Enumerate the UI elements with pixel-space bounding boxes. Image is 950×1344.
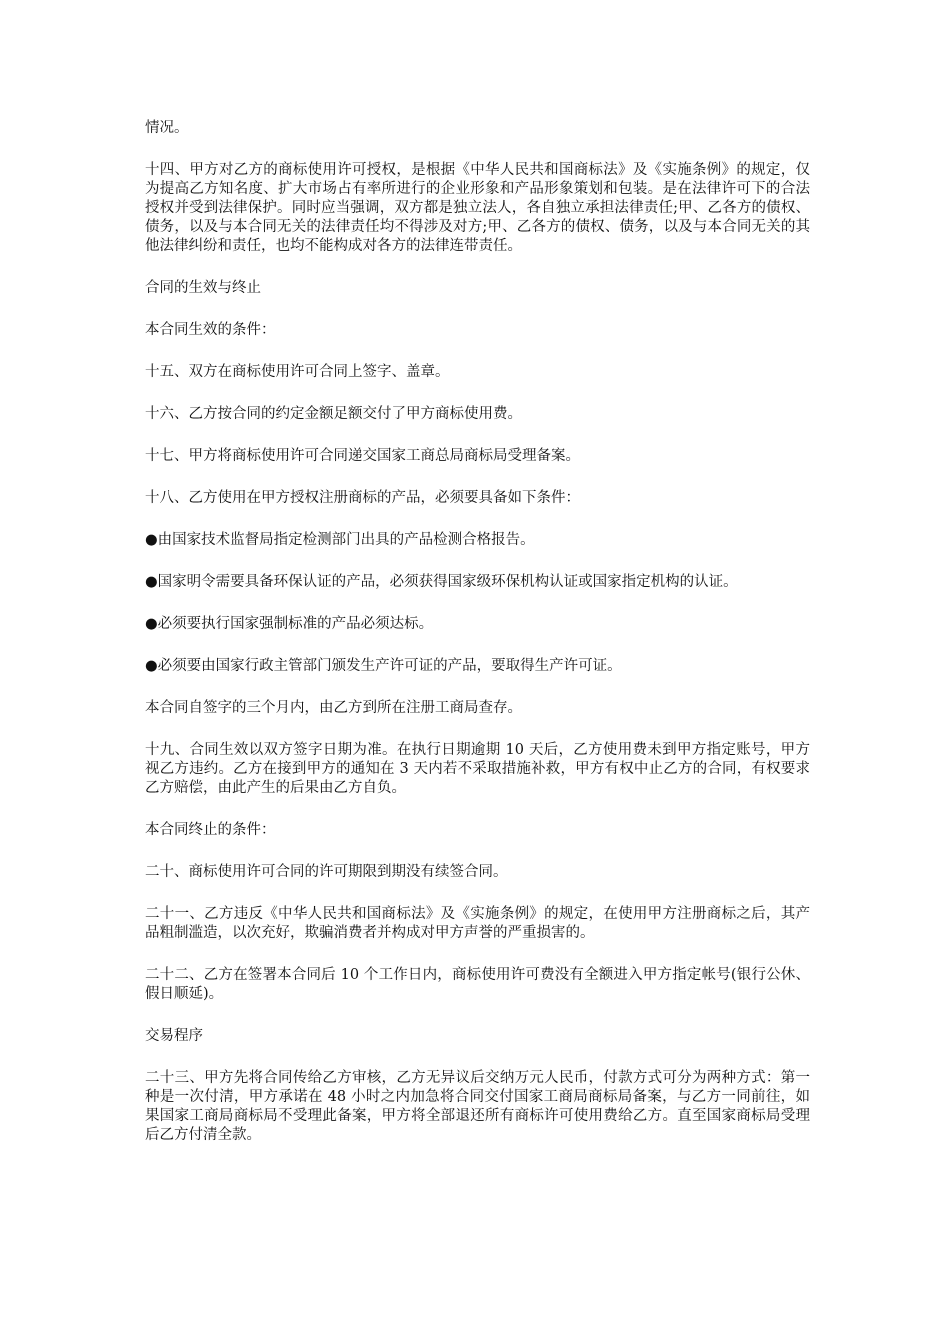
- paragraph-15: 本合同终止的条件：: [145, 822, 276, 838]
- paragraph-17: 二十一、乙方违反《中华人民共和国商标法》及《实施条例》的规定，在使用甲方注册商标之后，其产品粗制滥造，以次充好，欺骗消费者并构成对甲方声誉的严重损害的。: [145, 906, 810, 941]
- paragraph-13: 本合同自签字的三个月内，由乙方到所在注册工商局查存。: [145, 700, 522, 716]
- bullet-item-1: ●由国家技术监督局指定检测部门出具的产品检测合格报告。: [145, 532, 535, 548]
- paragraph-1: 情况。: [145, 120, 189, 136]
- bullet-item-2: ●国家明令需要具备环保认证的产品，必须获得国家级环保机构认证或国家指定机构的认证。: [145, 574, 738, 590]
- bullet-item-4: ●必须要由国家行政主管部门颁发生产许可证的产品，要取得生产许可证。: [145, 658, 622, 674]
- paragraph-14: 十九、合同生效以双方签字日期为准。在执行日期逾期 10 天后，乙方使用费未到甲方指定账号，甲方视乙方违约。乙方在接到甲方的通知在 3 天内若不采取措施补救，甲方有权中止乙方的合同，有权要求乙方赔偿，由此产生的后果由乙方自负。: [145, 742, 810, 796]
- paragraph-5: 十五、双方在商标使用许可合同上签字、盖章。: [145, 364, 450, 380]
- bullet-item-3: ●必须要执行国家强制标准的产品必须达标。: [145, 616, 434, 632]
- paragraph-6: 十六、乙方按合同的约定金额足额交付了甲方商标使用费。: [145, 406, 522, 422]
- section-heading-transaction: 交易程序: [145, 1028, 203, 1044]
- paragraph-8: 十八、乙方使用在甲方授权注册商标的产品，必须要具备如下条件：: [145, 490, 580, 506]
- section-heading-effect-termination: 合同的生效与终止: [145, 280, 261, 296]
- document-page: [145, 119, 810, 1168]
- paragraph-4: 本合同生效的条件：: [145, 322, 276, 338]
- paragraph-20: 二十三、甲方先将合同传给乙方审核，乙方无异议后交纳万元人民币，付款方式可分为两种方式：第一种是一次付清，甲方承诺在 48 小时之内加急将合同交付国家工商局商标局备案，与乙方一同前往，如果国家工商局商标局不受理此备案，甲方将全部退还所有商标许可使用费给乙方。直至国家商标局受理后乙方付清全款。: [145, 1070, 810, 1143]
- paragraph-2: 十四、甲方对乙方的商标使用许可授权，是根据《中华人民共和国商标法》及《实施条例》的规定，仅为提高乙方知名度、扩大市场占有率所进行的企业形象和产品形象策划和包装。是在法律许可下的合法授权并受到法律保护。同时应当强调，双方都是独立法人，各自独立承担法律责任;甲、乙各方的债权、债务，以及与本合同无关的法律责任均不得涉及对方;甲、乙各方的债权、债务，以及与本合同无关的其他法律纠纷和责任，也均不能构成对各方的法律连带责任。: [145, 162, 810, 254]
- paragraph-18: 二十二、乙方在签署本合同后 10 个工作日内，商标使用许可费没有全额进入甲方指定帐号(银行公休、假日顺延)。: [145, 967, 810, 1002]
- paragraph-7: 十七、甲方将商标使用许可合同递交国家工商总局商标局受理备案。: [145, 448, 580, 464]
- paragraph-16: 二十、商标使用许可合同的许可期限到期没有续签合同。: [145, 864, 508, 880]
